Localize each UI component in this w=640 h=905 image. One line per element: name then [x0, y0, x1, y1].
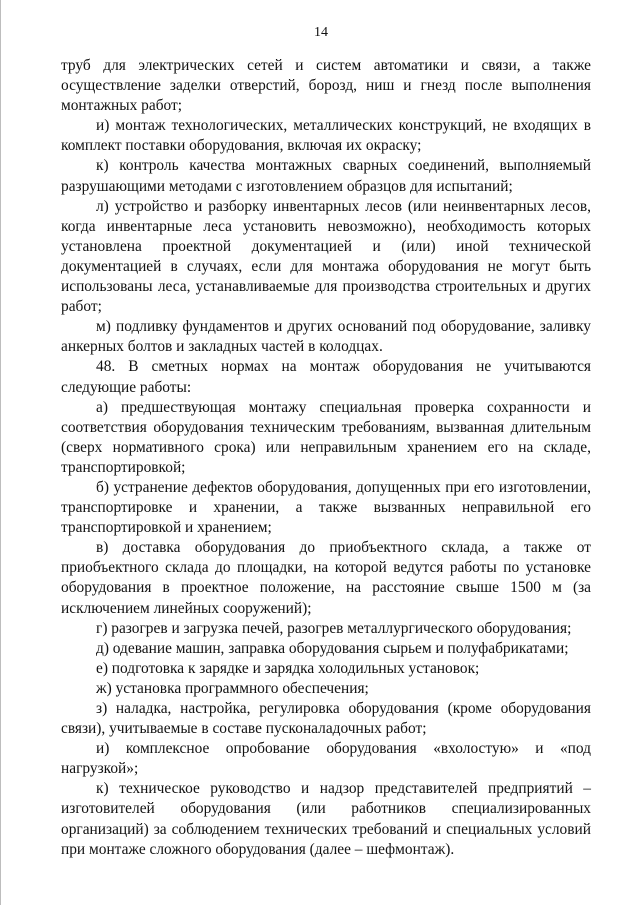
- paragraph: г) разогрев и загрузка печей, разогрев металлургического оборудования;: [96, 619, 572, 637]
- paragraph: труб для электрических сетей и систем автоматики и связи, а также осуществление заделки отверстий, борозд, ниш и гнезд после выполнения монтажных работ;: [61, 57, 591, 115]
- paragraph: 48. В сметных нормах на монтаж оборудования не учитываются следующие работы:: [61, 358, 591, 396]
- paragraph: и) комплексное опробование оборудования «вхолостую» и «под нагрузкой»;: [61, 740, 591, 778]
- paragraph: к) техническое руководство и надзор представителей предприятий – изготовителей оборудования (или работников специализированных организаций) за соблюдением технических требований и специальных условий при монтаже сложного оборудования (далее – шефмонтаж).: [61, 780, 591, 858]
- page-number: 14: [314, 25, 328, 40]
- paragraph: д) одевание машин, заправка оборудования сырьем и полуфабрикатами;: [96, 639, 569, 657]
- paragraph: в) доставка оборудования до приобъектного склада, а также от приобъектного склада до площадки, на которой ведутся работы по установке оборудования в проектное положение, на расстояние свыше 1500 м (за исключением линейных сооружений);: [61, 539, 591, 617]
- paragraph: м) подливку фундаментов и других оснований под оборудование, заливку анкерных болтов и закладных частей в колодцах.: [61, 318, 591, 356]
- paragraph: к) контроль качества монтажных сварных соединений, выполняемый разрушающими методами с изготовлением образцов для испытаний;: [61, 157, 591, 195]
- paragraph: а) предшествующая монтажу специальная проверка сохранности и соответствия оборудования техническим требованиям, вызванная длительным (сверх нормативного срока) или неправильным хранением его на складе, транспортировкой;: [61, 398, 591, 476]
- paragraph: л) устройство и разборку инвентарных лесов (или неинвентарных лесов, когда инвентарные леса установить невозможно), необходимость которых установлена проектной документацией и (или) иной технической документацией в случаях, если для монтажа оборудования не могут быть использованы леса, устанавливаемые для производства строительных и других работ;: [61, 197, 591, 316]
- paragraph: б) устранение дефектов оборудования, допущенных при его изготовлении, транспортировке и хранении, а также вызванных неправильной его транспортировкой и хранением;: [61, 478, 591, 537]
- document-body: [61, 56, 591, 860]
- paragraph: и) монтаж технологических, металлических конструкций, не входящих в комплект поставки оборудования, включая их окраску;: [61, 117, 591, 155]
- paragraph: з) наладка, настройка, регулировка оборудования (кроме оборудования связи), учитываемые в составе пусконаладочных работ;: [61, 700, 591, 738]
- paragraph: е) подготовка к зарядке и зарядка холодильных установок;: [96, 659, 480, 677]
- paragraph: ж) установка программного обеспечения;: [96, 679, 369, 697]
